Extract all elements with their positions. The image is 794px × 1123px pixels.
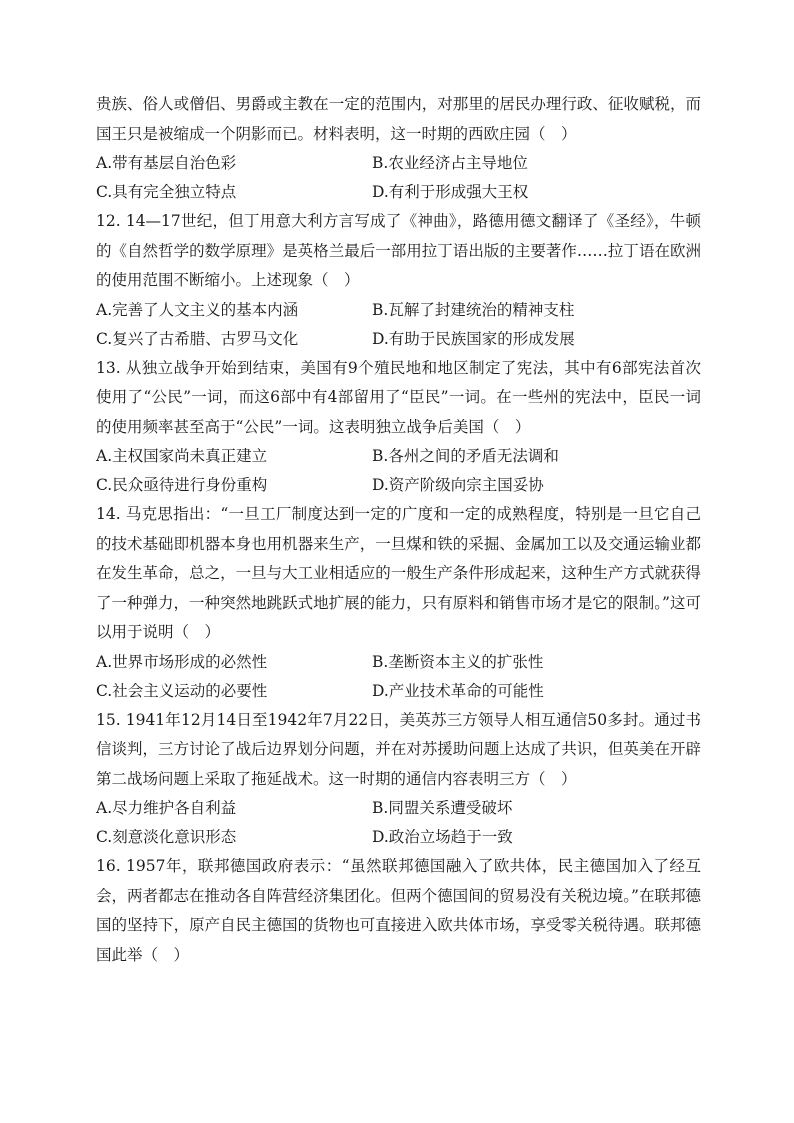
option-b[interactable]: B.瓦解了封建统治的精神支柱 xyxy=(372,300,575,319)
option-b[interactable]: B.同盟关系遭受破坏 xyxy=(372,799,513,817)
question-11-continuation xyxy=(96,90,701,207)
option-c[interactable]: C.具有完全独立特点 xyxy=(96,183,237,201)
option-c[interactable]: C.刻意淡化意识形态 xyxy=(96,828,237,846)
option-a[interactable]: A.尽力维护各自利益 xyxy=(96,799,237,817)
question-15 xyxy=(96,706,701,853)
answer-options xyxy=(96,149,701,207)
option-a[interactable]: A.主权国家尚未真正建立 xyxy=(96,447,268,465)
question-stem: 15. 1941年12月14日至1942年7月22日，美英苏三方领导人相互通信50多封。通过书信谈判，三方讨论了战后边界划分问题，并在对苏援助问题上达成了共识，但英美在开辟第二战场问题上采取了拖延战术。这一时期的通信内容表明三方（ ） xyxy=(96,710,701,788)
question-stem: 13. 从独立战争开始到结束，美国有9个殖民地和地区制定了宪法，其中有6部宪法首次使用了“公民”一词，而这6部中有4部留用了“臣民”一词。在一些州的宪法中，臣民一词的使用频率甚至高于“公民”一词。这表明独立战争后美国（ ） xyxy=(96,358,701,436)
question-stem: 12. 14—17世纪，但丁用意大利方言写成了《神曲》，路德用德文翻译了《圣经》，牛顿的《自然哲学的数学原理》是英格兰最后一部用拉丁语出版的主要著作……拉丁语在欧洲的使用范围不断缩小。上述现象（ ） xyxy=(96,212,701,289)
option-b[interactable]: B.各州之间的矛盾无法调和 xyxy=(372,447,559,465)
answer-options xyxy=(96,442,701,500)
option-d[interactable]: D.产业技术革命的可能性 xyxy=(372,681,544,700)
question-16 xyxy=(96,852,701,970)
option-c[interactable]: C.复兴了古希腊、古罗马文化 xyxy=(96,329,299,348)
question-12 xyxy=(96,207,701,354)
option-d[interactable]: D.有助于民族国家的形成发展 xyxy=(372,329,575,348)
option-b[interactable]: B.垄断资本主义的扩张性 xyxy=(372,652,544,671)
answer-options xyxy=(96,296,701,354)
option-d[interactable]: D.政治立场趋于一致 xyxy=(372,828,513,846)
question-stem: 16. 1957年，联邦德国政府表示：“虽然联邦德国融入了欧共体，民主德国加入了经互会，两者都志在推动各自阵营经济集团化。但两个德国间的贸易没有关税边境。”在联邦德国的坚持下，原产自民主德国的货物也可直接进入欧共体市场，享受零关税待遇。联邦德国此举（ ） xyxy=(96,857,701,964)
option-b[interactable]: B.农业经济占主导地位 xyxy=(372,154,528,172)
option-a[interactable]: A.完善了人文主义的基本内涵 xyxy=(96,300,299,319)
exam-page xyxy=(96,90,701,970)
question-stem: 14. 马克思指出：“一旦工厂制度达到一定的广度和一定的成熟程度，特别是一旦它自己的技术基础即机器本身也用机器来生产，一旦煤和铁的采掘、金属加工以及交通运输业都在发生革命，总之，一旦与大工业相适应的一般生产条件形成起来，这种生产方式就获得了一种弹力，一种突然地跳跃式地扩展的能力，只有原料和销售市场才是它的限制。”这可以用于说明（ ） xyxy=(96,505,701,641)
question-13 xyxy=(96,354,701,501)
option-d[interactable]: D.有利于形成强大王权 xyxy=(372,183,529,201)
answer-options xyxy=(96,648,701,706)
question-stem: 贵族、俗人或僧侣、男爵或主教在一定的范围内，对那里的居民办理行政、征收赋税，而国王只是被缩成一个阴影而已。材料表明，这一时期的西欧庄园（ ） xyxy=(96,95,701,143)
option-c[interactable]: C.民众亟待进行身份重构 xyxy=(96,476,268,494)
answer-options xyxy=(96,794,701,852)
question-14 xyxy=(96,500,701,706)
option-d[interactable]: D.资产阶级向宗主国妥协 xyxy=(372,476,544,494)
option-c[interactable]: C.社会主义运动的必要性 xyxy=(96,681,268,700)
option-a[interactable]: A.世界市场形成的必然性 xyxy=(96,652,268,671)
option-a[interactable]: A.带有基层自治色彩 xyxy=(96,154,237,172)
